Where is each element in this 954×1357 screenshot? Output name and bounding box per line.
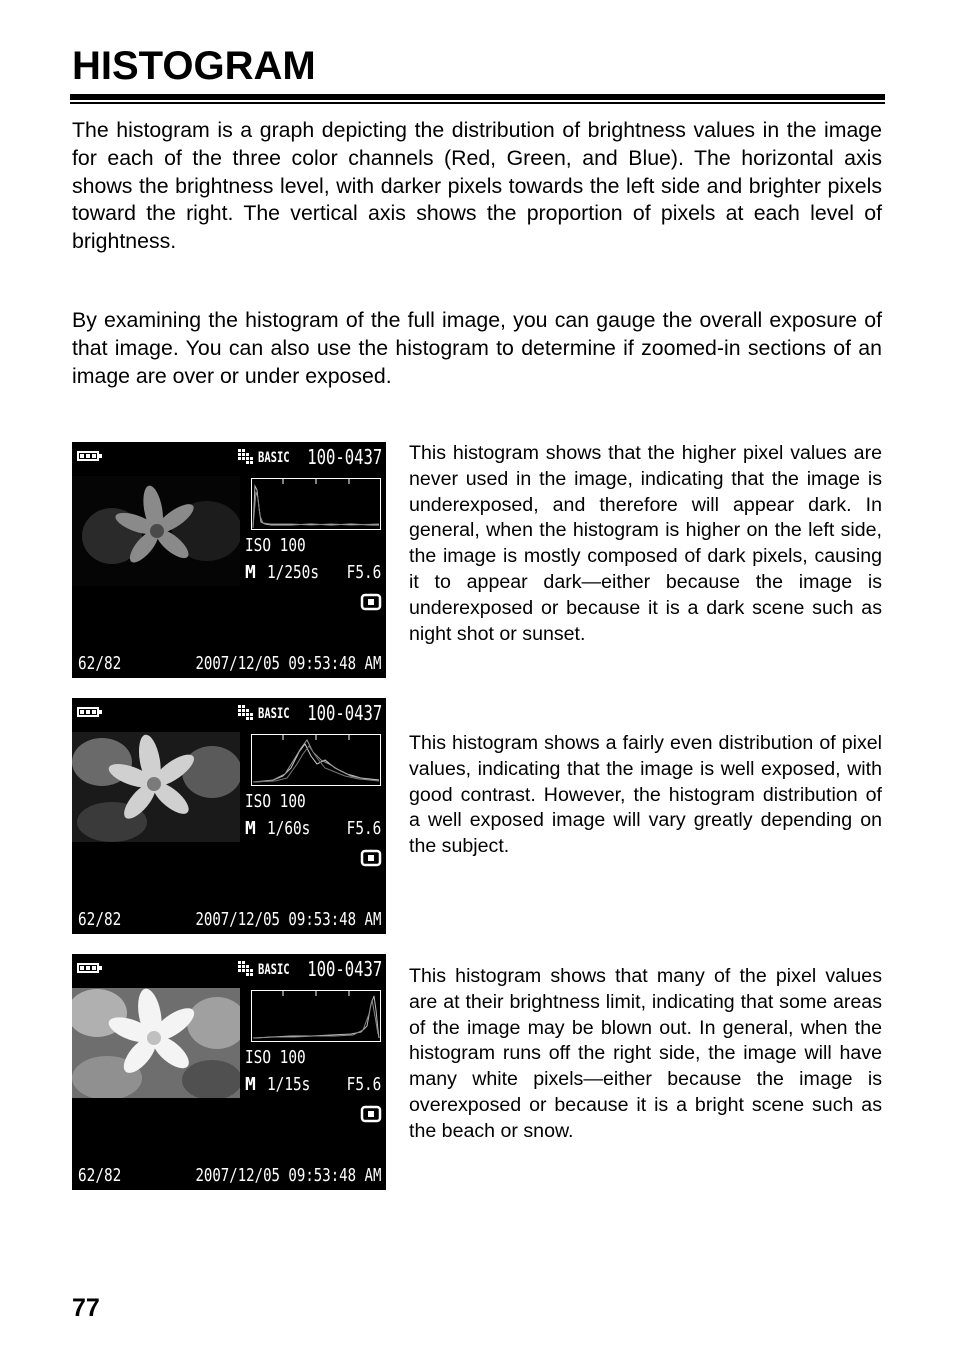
page-title: HISTOGRAM — [72, 44, 316, 88]
frame-counter: 62/82 — [78, 909, 122, 930]
file-number: 100-0437 — [306, 445, 382, 469]
camera-screen-overexposed — [72, 954, 386, 1190]
exposure-mode: M — [245, 818, 256, 839]
date-time: 2007/12/05 09:53:48 AM — [195, 1165, 381, 1186]
example-description: This histogram shows that many of the pixel values are at their brightness limit, indicating that some areas of the image may be blown out. In general, when the histogram runs off the right side, the image will have many white pixels—either because the image is overexposed or because it is a bright scene such as the beach or snow. — [409, 965, 882, 1142]
quality-label: BASIC — [258, 962, 290, 978]
photo-thumbnail — [72, 732, 240, 842]
metering-icon — [360, 593, 382, 611]
page-number: 77 — [72, 1294, 100, 1322]
image-size-icon — [238, 449, 254, 465]
file-number: 100-0437 — [306, 957, 382, 981]
exposure-mode: M — [245, 562, 256, 583]
iso-value: ISO 100 — [245, 1047, 306, 1068]
exposure-mode: M — [245, 1074, 256, 1095]
shutter-speed: 1/250s — [267, 562, 320, 583]
battery-icon — [77, 707, 99, 717]
aperture-value: F5.6 — [346, 562, 381, 583]
title-rule-thin — [70, 102, 885, 104]
date-time: 2007/12/05 09:53:48 AM — [195, 653, 381, 674]
photo-thumbnail — [72, 988, 240, 1098]
quality-label: BASIC — [258, 450, 290, 466]
camera-screen-underexposed — [72, 442, 386, 678]
metering-icon — [360, 1105, 382, 1123]
battery-icon — [77, 963, 99, 973]
iso-value: ISO 100 — [245, 535, 306, 556]
histogram-graph — [251, 990, 381, 1042]
file-number: 100-0437 — [306, 701, 382, 725]
date-time: 2007/12/05 09:53:48 AM — [195, 909, 381, 930]
aperture-value: F5.6 — [346, 818, 381, 839]
quality-label: BASIC — [258, 706, 290, 722]
frame-counter: 62/82 — [78, 1165, 122, 1186]
histogram-graph — [251, 734, 381, 786]
intro-paragraph: The histogram is a graph depicting the distribution of brightness values in the image for each of the three color channels (Red, Green, and Blue). The horizontal axis shows the brightness level, with darker pixels towards the left side and brighter pixels toward the right. The vertical axis shows the proportion of pixels at each level of brightness. — [72, 118, 882, 254]
shutter-speed: 1/15s — [267, 1074, 311, 1095]
shutter-speed: 1/60s — [267, 818, 311, 839]
image-size-icon — [238, 705, 254, 721]
intro-paragraph: By examining the histogram of the full image, you can gauge the overall exposure of that image. You can also use the histogram to determine if zoomed-in sections of an image are over or under exposed. — [72, 308, 882, 388]
aperture-value: F5.6 — [346, 1074, 381, 1095]
title-rule — [70, 94, 885, 100]
histogram-graph — [251, 478, 381, 530]
metering-icon — [360, 849, 382, 867]
example-description: This histogram shows that the higher pixel values are never used in the image, indicating that the image is underexposed, and therefore will appear dark. In general, when the histogram is higher on the left side, the image is mostly composed of dark pixels, causing it to appear dark—either because the image is underexposed or because it is a dark scene such as night shot or sunset. — [409, 442, 882, 645]
camera-screen-well-exposed — [72, 698, 386, 934]
photo-thumbnail — [72, 476, 240, 586]
image-size-icon — [238, 961, 254, 977]
iso-value: ISO 100 — [245, 791, 306, 812]
example-description: This histogram shows a fairly even distribution of pixel values, indicating that the image is well exposed, with good contrast. However, the histogram distribution of a well exposed image will vary greatly depending on the subject. — [409, 732, 882, 858]
battery-icon — [77, 451, 99, 461]
frame-counter: 62/82 — [78, 653, 122, 674]
